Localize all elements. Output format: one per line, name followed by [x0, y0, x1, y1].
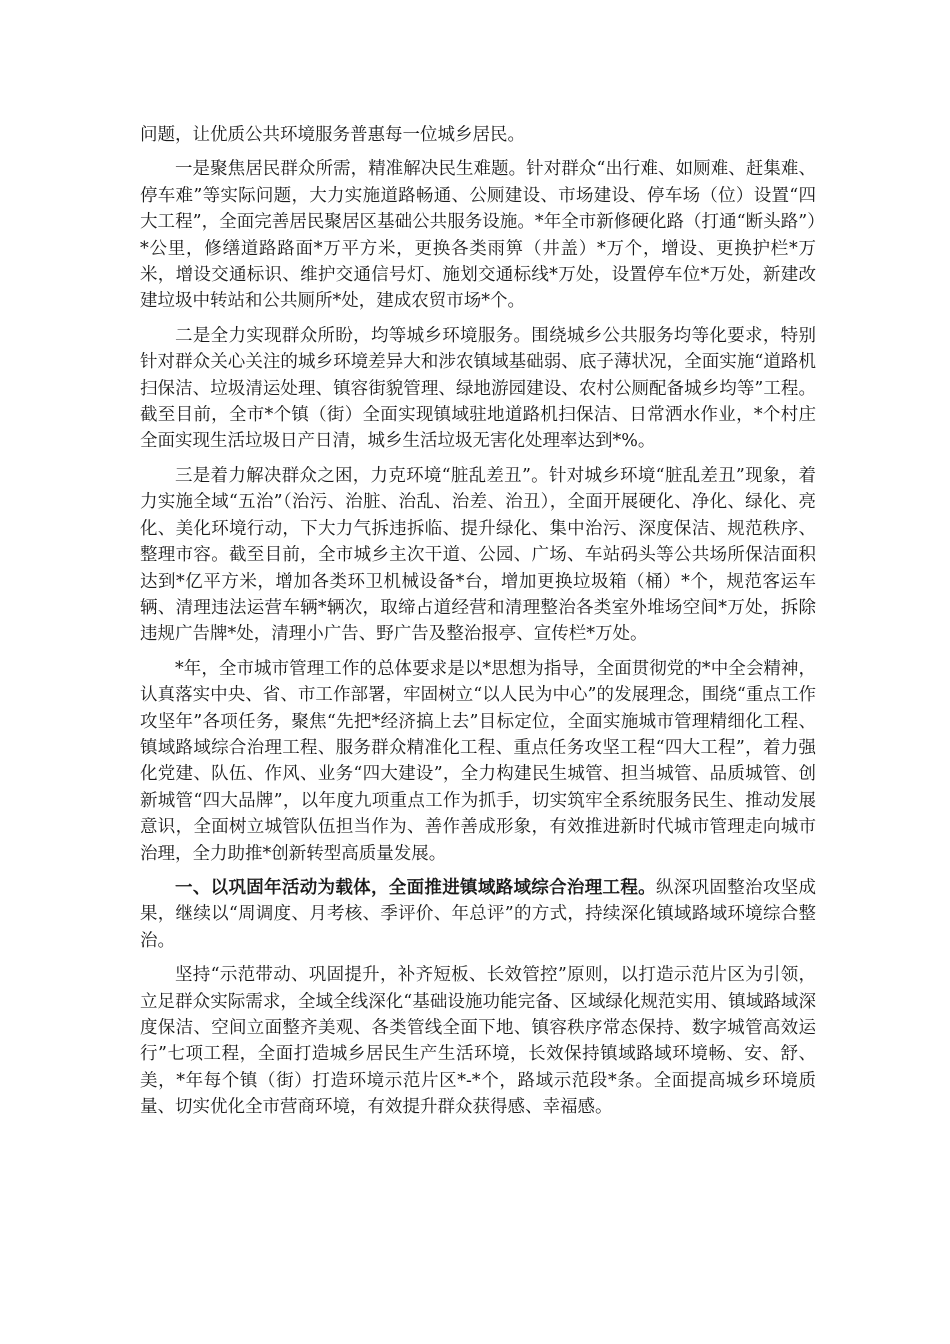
paragraph-continued: 问题，让优质公共环境服务普惠每一位城乡居民。 [140, 125, 525, 145]
paragraph-overall-requirements: *年，全市城市管理工作的总体要求是以*思想为指导，全面贯彻党的*中全会精神，认真落实中央、省、市工作部署，牢固树立“以人民为中心”的发展理念，围绕“重点工作攻坚年”各项任务，聚焦“先把*经济搞上去”目标定位，全面实施城市管理精细化工程、镇域路域综合治理工程、服务群众精准化工程、重点任务攻坚工程“四大工程”，着力强化党建、队伍、作风、业务“四大建设”，全力构建民生城管、担当城管、品质城管、创新城管“四大品牌”，以年度九项重点工作为抓手，切实筑牢全系统服务民生、推动发展意识，全面树立城管队伍担当作为、善作善成形象，有效推进新时代城市管理走向城市治理，全力助推*创新转型高质量发展。 [140, 658, 816, 864]
document-body [140, 122, 816, 1129]
paragraph-section-one [140, 875, 816, 954]
paragraph-item-3: 三是着力解决群众之困，力克环境“脏乱差丑”。针对城乡环境“脏乱差丑”现象，着力实施全域“五治”（治污、治脏、治乱、治差、治丑），全面开展硬化、净化、绿化、亮化、美化环境行动，下大力气拆违拆临、提升绿化、集中治污、深度保洁、规范秩序、整理市容。截至目前，全市城乡主次干道、公园、广场、车站码头等公共场所保洁面积达到*亿平方米，增加各类环卫机械设备*台，增加更换垃圾箱（桶）*个，规范客运车辆、清理违法运营车辆*辆次，取缔占道经营和清理整治各类室外堆场空间*万处，拆除违规广告牌*处，清理小广告、野广告及整治报亭、宣传栏*万处。 [140, 465, 816, 645]
paragraph-item-1: 一是聚焦居民群众所需，精准解决民生难题。针对群众“出行难、如厕难、赶集难、停车难”等实际问题，大力实施道路畅通、公厕建设、市场建设、停车场（位）设置“四大工程”，全面完善居民聚居区基础公共服务设施。*年全市新修硬化路（打通“断头路”）*公里，修缮道路路面*万平方米，更换各类雨箅（井盖）*万个，增设、更换护栏*万米，增设交通标识、维护交通信号灯、施划交通标线*万处，设置停车位*万处，新建改建垃圾中转站和公共厕所*处，建成农贸市场*个。 [140, 159, 816, 312]
paragraph-item-2: 二是全力实现群众所盼，均等城乡环境服务。围绕城乡公共服务均等化要求，特别针对群众关心关注的城乡环境差异大和涉农镇域基础弱、底子薄状况，全面实施“道路机扫保洁、垃圾清运处理、镇容街貌管理、绿地游园建设、农村公厕配备城乡均等”工程。截至目前，全市*个镇（街）全面实现镇域驻地道路机扫保洁、日常洒水作业，*个村庄全面实现生活垃圾日产日清，城乡生活垃圾无害化处理率达到*%。 [140, 325, 816, 452]
paragraph-principles: 坚持“示范带动、巩固提升，补齐短板、长效管控”原则，以打造示范片区为引领，立足群众实际需求，全域全线深化“基础设施功能完备、区域绿化规范实用、镇域路域深度保洁、空间立面整齐美观、各类管线全面下地、镇容秩序常态保持、数字城管高效运行”七项工程，全面打造城乡居民生产生活环境，长效保持镇域路域环境畅、安、舒、美，*年每个镇（街）打造环境示范片区*-*个，路域示范段*条。全面提高城乡环境质量、切实优化全市营商环境，有效提升群众获得感、幸福感。 [140, 965, 816, 1118]
section-text: 纵深巩固整治攻坚成果，继续以“周调度、月考核、季评价、年总评”的方式，持续深化镇域路域环境综合整治。 [140, 877, 816, 951]
section-heading: 一、以巩固年活动为载体，全面推进镇域路域综合治理工程。 [175, 877, 656, 898]
